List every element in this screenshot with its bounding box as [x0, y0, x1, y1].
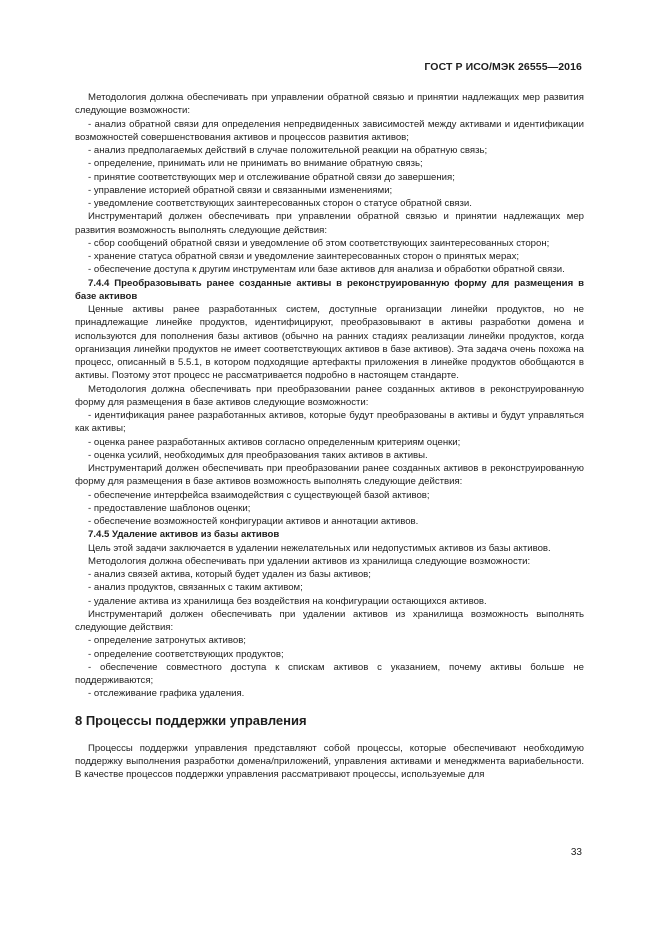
list-item: - хранение статуса обратной связи и уведомление заинтересованных сторон о принятых мерах;	[88, 251, 520, 262]
list-item: - управление историей обратной связи и связанными изменениями;	[88, 184, 393, 196]
paragraph: Инструментарий должен обеспечивать при управлении обратной связью и принятии надлежащих мер развития возможность выполнять следующие действия:	[75, 211, 584, 236]
list-item: - идентификация ранее разработанных активов, которые будут преобразованы в активы и будут управляться как активы;	[75, 410, 584, 435]
subsection-heading-7-4-4: 7.4.4 Преобразовывать ранее созданные активы в реконструированную форму для размещения в базе активов	[75, 277, 584, 302]
list-item: - принятие соответствующих мер и отслеживание обратной связи до завершения;	[88, 171, 455, 183]
paragraph: Методология должна обеспечивать при управлении обратной связью и принятии надлежащих мер развития следующие возможности:	[75, 92, 584, 117]
list-item: - обеспечение доступа к другим инструментам или базе активов для анализа и обработки обратной связи.	[88, 264, 565, 276]
list-item: - анализ обратной связи для определения непредвиденных зависимостей между активами и идентификации возможностей совершенствования активов и процессов развития активов;	[75, 118, 584, 143]
list-item: - обеспечение возможностей конфигурации активов и аннотации активов.	[88, 516, 419, 527]
section-heading-8: 8 Процессы поддержки управления	[75, 712, 307, 728]
list-item: - оценка ранее разработанных активов согласно определенным критериям оценки;	[88, 436, 461, 448]
list-item: - анализ связей актива, который будет удален из базы активов;	[88, 569, 371, 580]
subsection-heading-7-4-5: 7.4.5 Удаление активов из базы активов	[88, 529, 280, 541]
list-item: - определение, принимать или не принимать во внимание обратную связь;	[88, 158, 423, 170]
list-item: - отслеживание графика удаления.	[88, 688, 245, 700]
paragraph: Инструментарий должен обеспечивать при преобразовании ранее созданных активов в реконструированную форму для размещения в базе активов возможность выполнять следующие действия:	[75, 463, 584, 488]
paragraph: Ценные активы ранее разработанных систем, доступные организации линейки продуктов, но не принадлежащие линейке продуктов, идентифицируют, преобразовывают в активы разработки домена и используются для пополнения базы активов (обычно на ранних стадиях реализации линейки продуктов, когда организация линейки продуктов не имеет соответствующих активов в базе активов). Эта задача очень похожа на процесс, описанный в 5.5.1, в котором подходящие артефакты приложения в линейке продуктов обобщаются в активы. Поэтому этот процесс не рассматривается подробно в настоящем стандарте.	[75, 304, 584, 382]
list-item: - сбор сообщений обратной связи и уведомление об этом соответствующих заинтересованных сторон;	[88, 237, 550, 249]
list-item: - обеспечение совместного доступа к спискам активов с указанием, почему активы больше не поддерживаются;	[75, 661, 584, 686]
list-item: - определение соответствующих продуктов;	[88, 648, 284, 660]
list-item: - удаление актива из хранилища без воздействия на конфигурации остающихся активов.	[88, 595, 487, 607]
page-body	[75, 91, 584, 781]
paragraph: Цель этой задачи заключается в удалении нежелательных или недопустимых активов из базы активов.	[88, 542, 551, 554]
list-item: - обеспечение интерфейса взаимодействия с существующей базой активов;	[88, 489, 430, 501]
page-number: 33	[570, 847, 582, 858]
document-standard-header: ГОСТ Р ИСО/МЭК 26555—2016	[424, 61, 582, 73]
paragraph: Процессы поддержки управления представляют собой процессы, которые обеспечивают необходимую поддержку выполнения разработки домена/приложений, управления активами и менеджмента вариабельности. В качестве процессов поддержки управления рассматривают процессы, используемые для	[75, 742, 584, 780]
list-item: - предоставление шаблонов оценки;	[88, 502, 251, 514]
paragraph: Инструментарий должен обеспечивать при удалении активов из хранилища возможность выполнять следующие действия:	[75, 608, 584, 633]
list-item: - определение затронутых активов;	[88, 635, 246, 647]
list-item: - анализ продуктов, связанных с таким активом;	[88, 582, 303, 594]
list-item: - уведомление соответствующих заинтересованных сторон о статусе обратной связи.	[88, 198, 472, 209]
list-item: - анализ предполагаемых действий в случае положительной реакции на обратную связь;	[88, 145, 488, 156]
list-item: - оценка усилий, необходимых для преобразования таких активов в активы.	[88, 449, 428, 461]
paragraph: Методология должна обеспечивать при преобразовании ранее созданных активов в реконструированную форму для размещения в базе активов следующие возможности:	[75, 383, 584, 408]
paragraph: Методология должна обеспечивать при удалении активов из хранилища следующие возможности:	[88, 555, 531, 567]
